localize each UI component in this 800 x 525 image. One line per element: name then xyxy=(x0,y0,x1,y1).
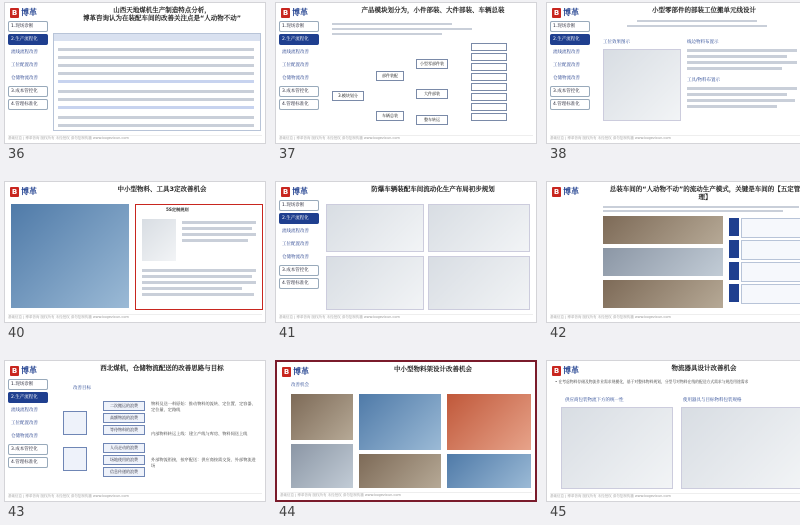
slide-thumbnail-40[interactable] xyxy=(4,181,266,346)
5s-rule-card: 5S定制规则 xyxy=(135,204,263,310)
slide-thumbnail-45[interactable] xyxy=(546,360,800,525)
slide-number: 36 xyxy=(8,147,25,162)
slide-45-canvas: B 博革 物流器具设计改善机会 • 在考虑物料存储及物流作业需求规模化，基于对整体物料规划，分型号对物料在线的配送方式需求与规范用途需求 供应商包装物流下方的统一性 使用器具与目标物料包装规格 基础信息 | 博革咨询 版权所有 未经授权 请勿复制传播 www.bogezixun.com xyxy=(546,360,800,502)
slide-44-canvas: B 博革 中小型物料架设计改善机会 改善机会 基础信息 | 博革咨询 版权所有 未经授权 请勿复制传播 www.bogezixun.com xyxy=(275,360,537,502)
slide-thumbnail-43[interactable] xyxy=(4,360,266,525)
slide-number: 44 xyxy=(279,505,296,520)
rack-photo-3 xyxy=(359,394,441,450)
container-diagram xyxy=(681,407,800,489)
packaging-diagram xyxy=(561,407,673,489)
slide-number: 40 xyxy=(8,326,25,341)
slide-title: 物流器具设计改善机会 xyxy=(671,364,737,372)
slide-title: 小型零部件的部装工位搬单元线设计 xyxy=(652,6,756,14)
slide-42-canvas: B 博革 总装车间的“人动物不动”的流动生产模式，关键是车间的【五定管理】 基础信息 | 博革咨询 版权所有 未经授权 请勿复制传播 www.bogezixun.com xyxy=(546,181,800,323)
slide-43-canvas: B 博革 西北煤机，仓储物流配送的改善思路与目标 1.现场诊断 2.生产流程化 流线流程改善 工位配置改善 仓储物流改善 3.成本管控化 4.管理标准化 改善目标 二次搬运的浪费 高额物流的浪费 等待物料的浪费 人员走动的浪费 场地使用的浪费 信息传递的浪费 物料及送一料原始：推动物料的流转、定位置、定容器、定位量、定路线 内部物料转运上线：建立产线与库房、物料间送上线 外部物流衔接，按序配送：供应商按需交货、外部物流进场 基础信息 | 博革咨询 版权所有 未经授权 请勿复制传播 www.bogezixun.com xyxy=(4,360,266,502)
rack-photo-1 xyxy=(291,394,353,440)
slide-40-canvas: B 博革 中小型物料、工具3定改善机会 5S定制规则 基础信息 | 博革咨询 版权所有 未经授权 请勿复制传播 www.bogezixun.com xyxy=(4,181,266,323)
slide-sidebar: 1.现场诊断 2.生产流程化 流线流程改善 工位配置改善 仓储物流改善 3.成本管控化 4.管理标准化 xyxy=(8,21,48,112)
slide-title: 山西天地煤机生产制造特点分析， 博革咨询认为在装配车间的改善关注点是“人动物不动” xyxy=(82,6,242,22)
workshop-photo xyxy=(11,204,129,308)
slide-thumbnail-42[interactable] xyxy=(546,181,800,346)
slide-number: 37 xyxy=(279,147,296,162)
rack-photo-5 xyxy=(447,394,531,450)
slide-number: 45 xyxy=(550,505,567,520)
slide-number: 42 xyxy=(550,326,567,341)
rack-photo-6 xyxy=(447,454,531,488)
slide-thumbnail-36[interactable] xyxy=(4,2,266,167)
brand-logo: B 博革 xyxy=(11,8,37,17)
slide-thumbnail-44-selected[interactable] xyxy=(275,360,537,525)
slide-title: 产品模块划分为，小件部装、大件部装、车辆总装 xyxy=(361,6,505,14)
workstation-render xyxy=(603,49,681,121)
slide-number: 38 xyxy=(550,147,567,162)
layout-render-4 xyxy=(428,256,530,310)
layout-render-1 xyxy=(326,204,424,252)
slide-38-canvas: B 博革 小型零部件的部装工位搬单元线设计 1.现场诊断 2.生产流程化 流线流程改善 工位配置改善 仓储物流改善 3.成本管控化 4.管理标准化 工位效果图示 线边物料布置示 工具/物料布置示 基础信息 | 博革咨询 版权所有 未经授权 请勿复制传播 www.bogezixun.com xyxy=(546,2,800,144)
slide-title: 中小型物料架设计改善机会 xyxy=(394,365,472,373)
slide-title: 防爆车辆装配车间流动化生产布局初步规划 xyxy=(371,185,495,193)
rack-photo-4 xyxy=(359,454,441,488)
slide-title: 西北煤机，仓储物流配送的改善思路与目标 xyxy=(100,364,224,372)
layout-render-2 xyxy=(428,204,530,252)
slide-title: 中小型物料、工具3定改善机会 xyxy=(117,185,207,193)
slide-41-canvas: B 博革 防爆车辆装配车间流动化生产布局初步规划 1.现场诊断 2.生产流程化 流线流程改善 工位配置改善 仓储物流改善 3.成本管控化 4.管理标准化 基础信息 | 博革咨询 版权所有 未经授权 请勿复制传播 www.bogezixun.com xyxy=(275,181,537,323)
analysis-table xyxy=(53,33,261,131)
rack-photo-2 xyxy=(291,444,353,488)
slide-thumbnail-38[interactable] xyxy=(546,2,800,167)
assembly-photo-2 xyxy=(603,248,723,276)
slide-title: 总装车间的“人动物不动”的流动生产模式，关键是车间的【五定管理】 xyxy=(609,185,800,201)
layout-render-3 xyxy=(326,256,424,310)
slide-thumbnail-37[interactable] xyxy=(275,2,537,167)
assembly-photo-1 xyxy=(603,216,723,244)
slide-37-canvas: B 博革 产品模块划分为，小件部装、大件部装、车辆总装 1.现场诊断 2.生产流程化 流线流程改善 工位配置改善 仓储物流改善 3.成本管控化 4.管理标准化 3.模块划分 部件装配 车辆总装 小型零部件装 大件部装 整车转运 基础信息 | 博革咨询 版权所有 未经授权 请勿复制传播 www.bogezixun.com xyxy=(275,2,537,144)
slide-number: 41 xyxy=(279,326,296,341)
assembly-photo-3 xyxy=(603,280,723,308)
slide-number: 43 xyxy=(8,505,25,520)
slide-thumbnail-41[interactable] xyxy=(275,181,537,346)
slide-36-canvas: B 博革 山西天地煤机生产制造特点分析， 博革咨询认为在装配车间的改善关注点是“人动物不动” 1.现场诊断 2.生产流程化 流线流程改善 工位配置改善 仓储物流改善 3.成本管控化 4.管理标准化 基础信息 | 博革咨询 版权所有 未经授权 请勿复制传播 www.bogezixun.com xyxy=(4,2,266,144)
